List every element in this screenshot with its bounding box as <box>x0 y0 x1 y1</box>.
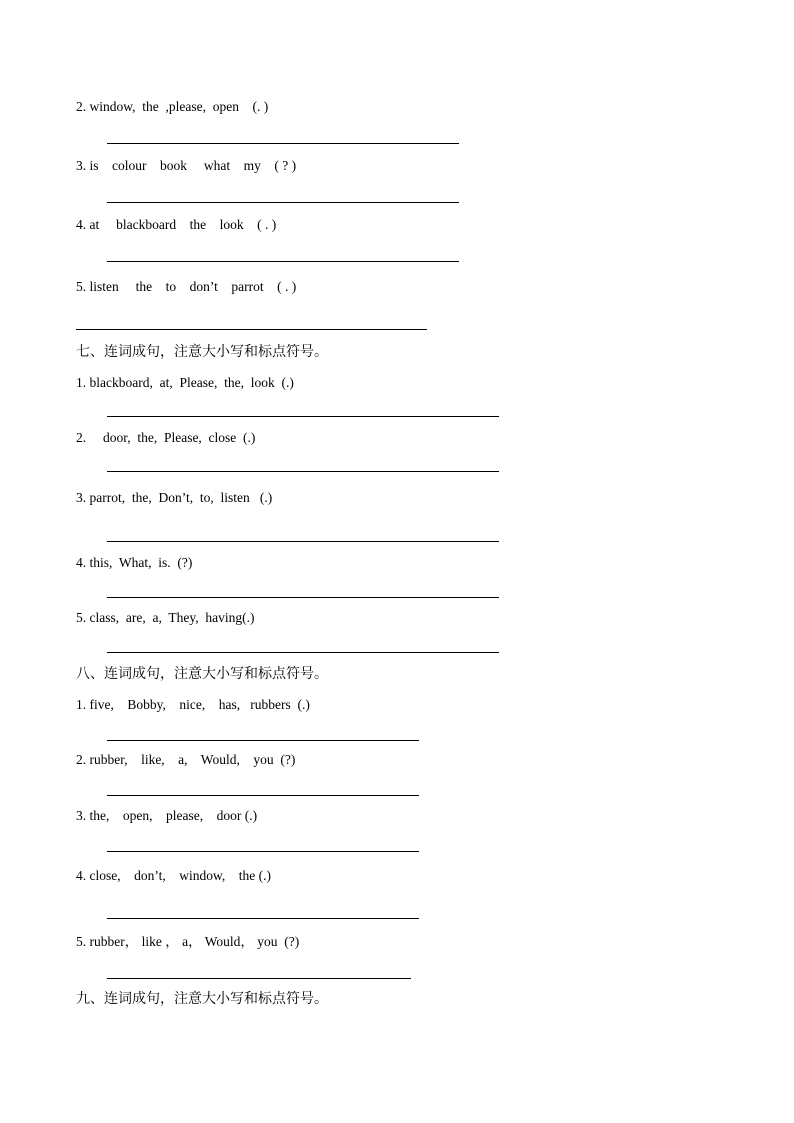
answer-line-7-2[interactable] <box>107 471 499 472</box>
section-heading-7: 七、连词成句，注意大小写和标点符号。 <box>76 344 328 360</box>
answer-line-7-4[interactable] <box>107 597 499 598</box>
answer-line-8-4[interactable] <box>107 918 419 919</box>
section-heading-8: 八、连词成句，注意大小写和标点符号。 <box>76 666 328 682</box>
question-8-4: 4. close, don’t, window, the (.) <box>76 868 271 883</box>
question-6-3: 3. is colour book what my ( ? ) <box>76 158 297 173</box>
answer-line-8-1[interactable] <box>107 740 419 741</box>
question-7-4: 4. this, What, is. (?) <box>76 555 193 570</box>
question-7-3: 3. parrot, the, Don’t, to, listen (.) <box>76 490 273 505</box>
answer-line-7-3[interactable] <box>107 541 499 542</box>
question-6-2: 2. window, the ,please, open (. ) <box>76 99 269 114</box>
question-8-1: 1. five, Bobby, nice, has, rubbers (.) <box>76 697 310 712</box>
question-7-5: 5. class, are, a, They, having(.) <box>76 610 255 625</box>
answer-line-8-3[interactable] <box>107 851 419 852</box>
answer-line-6-2[interactable] <box>107 143 459 144</box>
question-8-2: 2. rubber, like, a, Would, you (?) <box>76 752 296 767</box>
question-8-5: 5. rubber， like ， a， Would， you (?) <box>76 934 300 949</box>
answer-line-6-3[interactable] <box>107 202 459 203</box>
answer-line-6-4[interactable] <box>107 261 459 262</box>
answer-line-8-2[interactable] <box>107 795 419 796</box>
question-6-5: 5. listen the to don’t parrot ( . ) <box>76 279 297 294</box>
answer-line-7-5[interactable] <box>107 652 499 653</box>
answer-line-6-5[interactable] <box>76 329 427 330</box>
question-8-3: 3. the, open, please, door (.) <box>76 808 258 823</box>
question-7-1: 1. blackboard, at, Please, the, look (.) <box>76 375 294 390</box>
answer-line-8-5[interactable] <box>107 978 411 979</box>
question-6-4: 4. at blackboard the look ( . ) <box>76 217 277 232</box>
section-heading-9: 九、连词成句，注意大小写和标点符号。 <box>76 991 328 1007</box>
answer-line-7-1[interactable] <box>107 416 499 417</box>
question-7-2: 2. door, the, Please, close (.) <box>76 430 256 445</box>
